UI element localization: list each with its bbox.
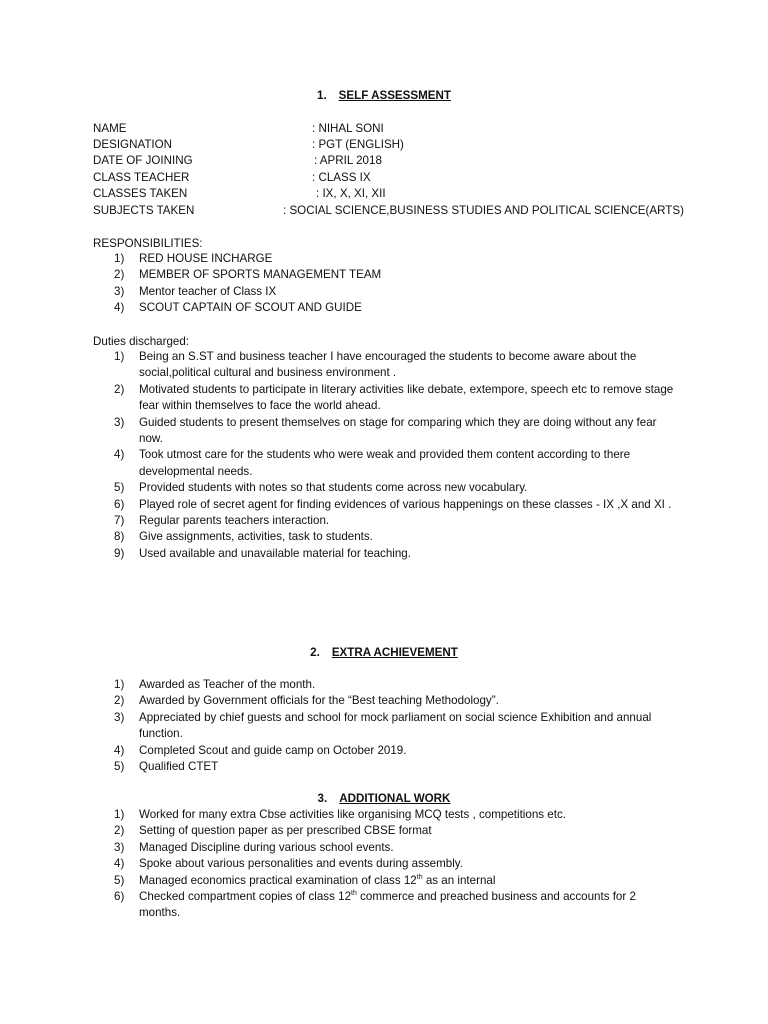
list-item [93,889,679,922]
item-text: Setting of question paper as per prescribed CBSE format [139,824,432,838]
item-number: 3) [114,284,125,298]
profile-label-class-teacher: CLASS TEACHER [93,171,190,184]
item-number: 3) [114,710,125,724]
list-item [93,382,679,415]
item-text: Appreciated by chief guests and school for mock parliament on social science Exhibition and annual function. [139,710,652,741]
list-item [93,873,679,889]
item-number: 5) [114,873,125,887]
list-item [93,823,679,839]
profile-value-designation: : PGT (ENGLISH) [312,138,404,151]
item-text: Regular parents teachers interaction. [139,514,330,528]
item-number: 2) [114,382,125,396]
list-item [93,529,679,545]
profile-label-subjects-taken: SUBJECTS TAKEN [93,204,195,217]
profile-value-classes-taken: : IX, X, XI, XII [316,187,386,200]
item-text: Used available and unavailable material for teaching. [139,546,411,560]
list-item [93,300,679,316]
duties-heading: Duties discharged: [93,335,190,348]
item-text: Spoke about various personalities and events during assembly. [139,857,463,871]
item-number: 1) [114,678,125,691]
item-text: RED HOUSE INCHARGE [139,252,273,265]
list-item [93,447,679,480]
list-item [93,480,679,496]
item-number: 2) [114,694,125,708]
item-text: Mentor teacher of Class IX [139,284,277,298]
item-number: 6) [114,497,125,511]
item-text: MEMBER OF SPORTS MANAGEMENT TEAM [139,268,382,282]
item-number: 5) [114,481,125,495]
item-text-post: as an internal [422,873,496,887]
item-number: 4) [114,743,125,757]
item-number: 3) [114,415,125,429]
item-number: 9) [114,546,125,560]
list-item [93,415,679,448]
item-number: 6) [114,890,125,904]
profile-label-designation: DESIGNATION [93,138,173,151]
list-item [93,284,679,300]
section-title-text: EXTRA ACHIEVEMENT [331,646,458,659]
item-text: Guided students to present themselves on stage for comparing which they are doing without any fear now. [139,415,657,446]
profile-label-classes-taken: CLASSES TAKEN [93,187,188,200]
item-text-pre: Checked compartment copies of class 12 [139,890,352,904]
list-item [93,677,679,693]
duties-list [93,349,679,562]
item-text: Provided students with notes so that students come across new vocabulary. [139,481,528,495]
item-text: Took utmost care for the students who were weak and provided them content according to there developmental needs. [139,448,631,478]
item-number: 4) [114,448,125,462]
profile-value-class-teacher: : CLASS IX [312,171,371,184]
section-title-additional-work [0,791,768,807]
achievements-list [93,677,679,775]
item-text: Completed Scout and guide camp on October 2019. [139,743,407,757]
profile-value-date-of-joining: : APRIL 2018 [314,154,382,167]
item-number: 4) [114,857,125,871]
profile-label-date-of-joining: DATE OF JOINING [93,154,193,167]
section-number: 3. [317,792,328,805]
list-item [93,759,679,775]
list-item [93,267,679,283]
item-text: Managed Discipline during various school events. [139,840,394,854]
section-title-text: ADDITIONAL WORK [339,792,451,805]
item-number: 7) [114,514,125,528]
list-item [93,807,679,823]
profile-value-subjects-taken: : SOCIAL SCIENCE,BUSINESS STUDIES AND POLITICAL SCIENCE(ARTS) [283,204,684,217]
profile-label-name: NAME [93,122,127,135]
list-item [93,251,679,267]
responsibilities-heading: RESPONSIBILITIES: [93,237,203,250]
list-item [93,840,679,856]
item-text: SCOUT CAPTAIN OF SCOUT AND GUIDE [139,301,362,315]
item-text: Played role of secret agent for finding evidences of various happenings on these classes - IX ,X and XI . [139,497,672,511]
item-number: 2) [114,824,125,838]
section-title-extra-achievement [0,645,768,661]
section-title-self-assessment [0,88,768,104]
responsibilities-list [93,251,679,317]
item-text: Motivated students to participate in literary activities like debate, extempore, speech etc to remove stage fear within themselves to face the world ahead. [139,382,674,413]
item-text-post: commerce and preached business and accounts for 2 months. [139,890,636,920]
list-item [93,743,679,759]
item-number: 2) [114,268,125,282]
profile-value-name: : NIHAL SONI [312,122,384,135]
item-number: 4) [114,301,125,315]
list-item [93,856,679,872]
item-text: Worked for many extra Cbse activities like organising MCQ tests , competitions etc. [139,808,566,821]
list-item [93,710,679,743]
item-text: Qualified CTET [139,760,219,774]
list-item [93,513,679,529]
item-text-pre: Managed economics practical examination of class 12 [139,873,417,887]
list-item [93,693,679,709]
additional-work-list [93,807,679,922]
superscript: th [351,890,357,898]
item-number: 1) [114,350,125,363]
section-number: 2. [310,646,320,659]
section-title-text: SELF ASSESSMENT [338,89,451,102]
superscript: th [416,873,423,881]
item-text: Being an S.ST and business teacher I have encouraged the students to become aware about the social,political cultural and business environment . [139,350,637,380]
item-number: 3) [114,840,125,854]
list-item [93,546,679,562]
item-number: 8) [114,530,125,544]
item-text: Awarded by Government officials for the “Best teaching Methodology”. [139,694,499,708]
list-item [93,349,679,382]
item-text: Awarded as Teacher of the month. [139,678,316,691]
section-number: 1. [317,89,327,102]
item-number: 1) [114,252,125,265]
item-number: 5) [114,760,125,774]
list-item [93,497,679,513]
item-text: Give assignments, activities, task to students. [139,530,373,544]
item-number: 1) [114,808,125,821]
